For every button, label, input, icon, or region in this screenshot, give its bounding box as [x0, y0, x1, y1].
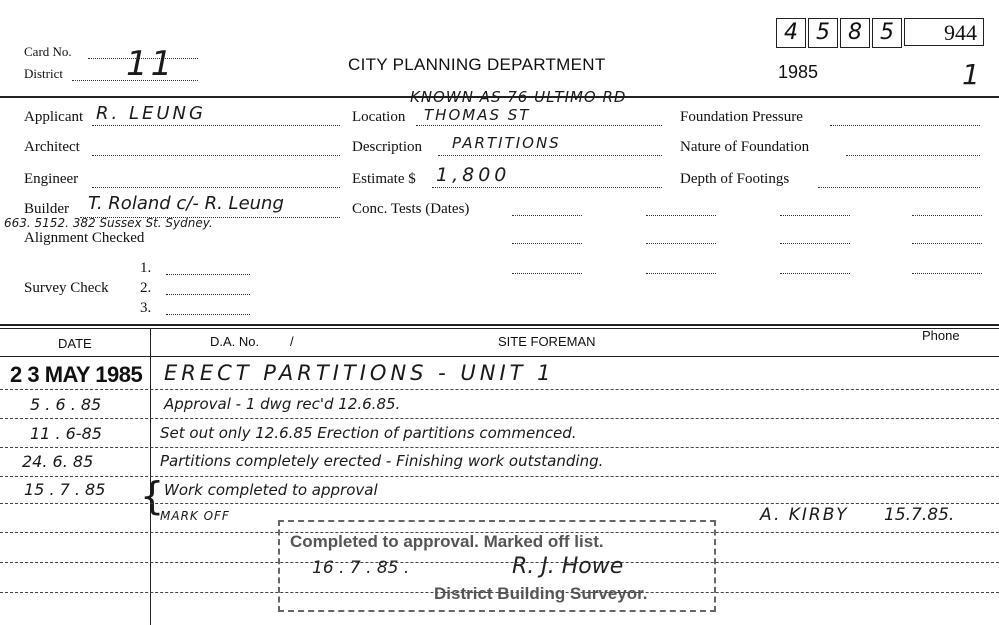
signoff-name: A. KIRBY — [760, 505, 849, 525]
phone-header: Phone — [922, 328, 960, 343]
table-row-entry: Approval - 1 dwg rec'd 12.6.85. — [164, 395, 401, 413]
conc-line-1b — [646, 215, 716, 216]
location-label: Location — [352, 109, 406, 125]
card-number-tail: 944 — [904, 18, 984, 46]
conc-line-2a — [512, 243, 582, 244]
conc-line-1d — [912, 215, 982, 216]
row-line — [0, 389, 999, 390]
department-title: CITY PLANNING DEPARTMENT — [348, 55, 606, 74]
table-top-rule — [0, 324, 999, 326]
conc-line-1a — [512, 215, 582, 216]
architect-label: Architect — [24, 139, 80, 155]
conc-line-2c — [780, 243, 850, 244]
signoff-date: 15.7.85. — [884, 505, 955, 525]
stamp-line-1: Completed to approval. Marked off list. — [290, 532, 604, 551]
applicant-label: Applicant — [24, 109, 84, 125]
conc-line-1c — [780, 215, 850, 216]
brace-mark: { — [140, 474, 165, 518]
estimate-label: Estimate $ — [352, 171, 416, 187]
row-line — [0, 447, 999, 448]
location-line — [416, 125, 662, 126]
card-no-label: Card No. — [24, 44, 72, 59]
table-row-date: 24. 6. 85 — [22, 452, 94, 471]
estimate-line — [432, 187, 662, 188]
header-row-line — [0, 356, 999, 357]
table-row-entry: Partitions completely erected - Finishing work outstanding. — [160, 452, 604, 470]
conc-line-3a — [512, 273, 582, 274]
applicant-value: R. LEUNG — [96, 103, 206, 124]
location-note: KNOWN AS 76 ULTIMO RD — [410, 88, 627, 106]
number-box-2: 5 — [808, 18, 838, 48]
survey-line-1 — [166, 274, 250, 275]
engineer-label: Engineer — [24, 171, 79, 187]
district-value: 11 — [126, 44, 176, 84]
table-row-entry: ERECT PARTITIONS - UNIT 1 — [164, 361, 555, 385]
stamp-date: 16 . 7 . 85 . — [312, 558, 410, 578]
number-box-3: 8 — [840, 18, 870, 48]
builder-phone: 663. 5152. 382 Sussex St. Sydney. — [4, 216, 213, 230]
conc-line-3c — [780, 273, 850, 274]
conc-line-3b — [646, 273, 716, 274]
applicant-line — [92, 125, 340, 126]
table-row-entry: Set out only 12.6.85 Erection of partitions commenced. — [160, 424, 577, 442]
survey-line-2 — [166, 294, 250, 295]
stamp-signature: R. J. Howe — [512, 554, 624, 579]
table-row-date: 5 . 6 . 85 — [30, 395, 102, 414]
date-header: DATE — [58, 336, 92, 351]
table-row-date: 15 . 7 . 85 — [24, 480, 106, 499]
location-value: THOMAS ST — [424, 106, 531, 124]
da-header: D.A. No. — [210, 334, 260, 349]
table-row-date: 11 . 6-85 — [30, 424, 102, 443]
table-row-entry: MARK OFF — [160, 509, 230, 523]
conc-tests-label: Conc. Tests (Dates) — [352, 201, 470, 217]
builder-value: T. Roland c/- R. Leung — [88, 193, 284, 214]
foundation-pressure-line — [830, 125, 980, 126]
depth-label: Depth of Footings — [680, 171, 790, 187]
survey-num-2: 2. — [140, 280, 152, 296]
survey-line-3 — [166, 314, 250, 315]
builder-label: Builder — [24, 201, 69, 217]
district-label: District — [24, 66, 63, 81]
card-year: 1985 — [778, 62, 819, 82]
foundation-pressure-label: Foundation Pressure — [680, 109, 803, 125]
row-line — [0, 503, 999, 504]
description-line — [438, 155, 662, 156]
estimate-value: 1,800 — [436, 164, 511, 186]
depth-line — [818, 187, 980, 188]
nature-line — [846, 155, 980, 156]
alignment-label: Alignment Checked — [24, 230, 145, 246]
description-label: Description — [352, 139, 422, 155]
survey-num-3: 3. — [140, 300, 152, 316]
architect-line — [92, 155, 340, 156]
table-row-date: 2 3 MAY 1985 — [10, 362, 143, 387]
foreman-header: SITE FOREMAN — [498, 334, 596, 349]
engineer-line — [92, 187, 340, 188]
number-box-4: 5 — [872, 18, 902, 48]
number-box-1: 4 — [776, 18, 806, 48]
survey-num-1: 1. — [140, 260, 152, 276]
row-line — [0, 418, 999, 419]
survey-label: Survey Check — [24, 280, 109, 296]
conc-line-2d — [912, 243, 982, 244]
stamp-line-3: District Building Surveyor. — [434, 584, 648, 603]
nature-label: Nature of Foundation — [680, 139, 810, 155]
table-row-entry: Work completed to approval — [164, 481, 378, 499]
description-value: PARTITIONS — [452, 134, 561, 152]
completion-stamp — [278, 520, 716, 612]
card-year-mark: 1 — [962, 58, 980, 91]
conc-line-2b — [646, 243, 716, 244]
conc-line-3d — [912, 273, 982, 274]
da-value: / — [290, 334, 294, 349]
